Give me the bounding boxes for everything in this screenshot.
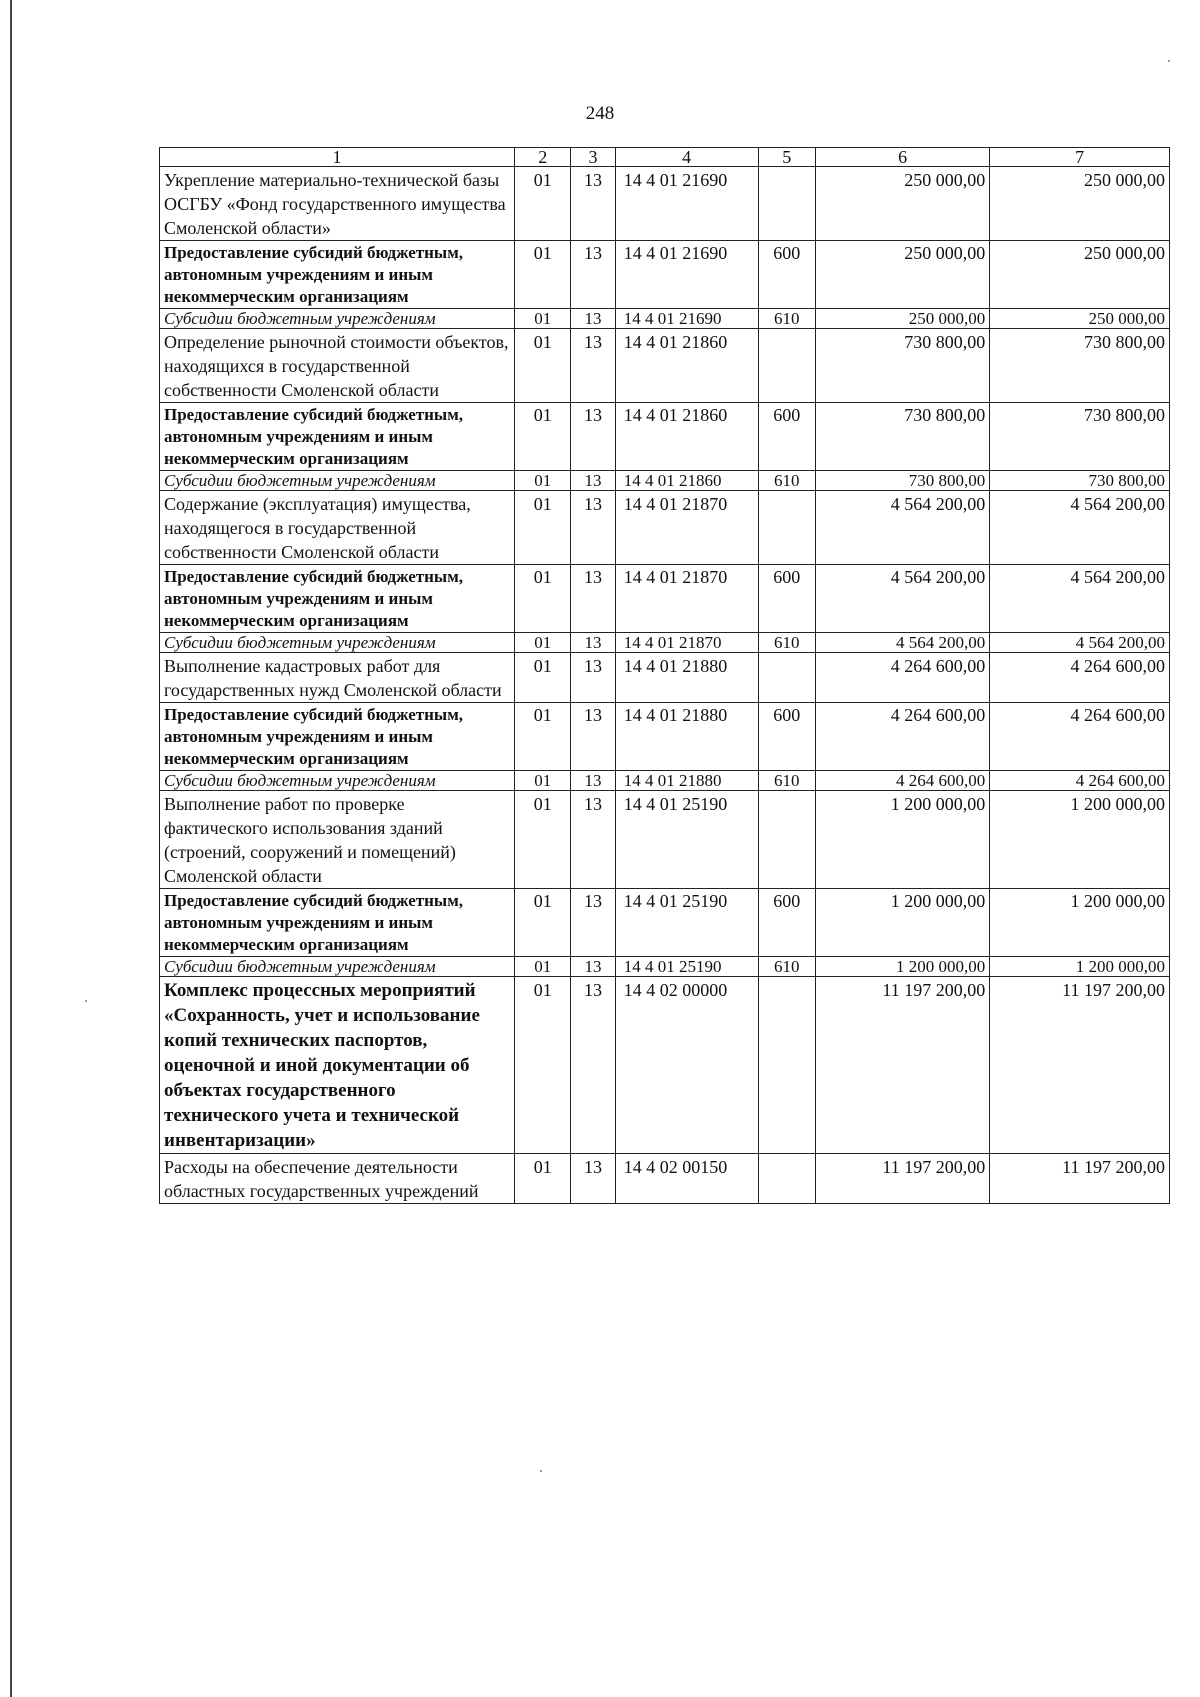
cell-target-article-code: 14 4 01 21860 [615,471,758,491]
cell-item-name: Предоставление субсидий бюджетным, автономным учреждениям и иным некоммерческим организациям [160,889,515,957]
cell-amount-col6: 4 264 600,00 [815,771,989,791]
cell-amount-col6: 250 000,00 [815,241,989,309]
cell-subsection-code: 13 [571,167,615,241]
cell-item-name: Субсидии бюджетным учреждениям [160,957,515,977]
cell-amount-col7: 250 000,00 [990,309,1170,329]
cell-amount-col7: 11 197 200,00 [990,1154,1170,1204]
cell-target-article-code: 14 4 01 21860 [615,403,758,471]
cell-expense-type-code: 600 [758,241,815,309]
cell-subsection-code: 13 [571,957,615,977]
page-number: 248 [585,103,615,124]
cell-amount-col7: 730 800,00 [990,471,1170,491]
cell-subsection-code: 13 [571,633,615,653]
cell-section-code: 01 [515,565,571,633]
cell-target-article-code: 14 4 01 25190 [615,889,758,957]
cell-section-code: 01 [515,791,571,889]
table-row [160,653,1170,703]
cell-amount-col7: 4 264 600,00 [990,703,1170,771]
cell-item-name: Укрепление материально-технической базы ОСГБУ «Фонд государственного имущества Смоленской области» [160,167,515,241]
cell-amount-col6: 730 800,00 [815,403,989,471]
cell-section-code: 01 [515,329,571,403]
cell-expense-type-code: 600 [758,703,815,771]
cell-target-article-code: 14 4 01 21880 [615,653,758,703]
table-row [160,167,1170,241]
cell-expense-type-code [758,977,815,1154]
table-row [160,329,1170,403]
cell-expense-type-code [758,167,815,241]
cell-target-article-code: 14 4 01 21690 [615,309,758,329]
cell-subsection-code: 13 [571,977,615,1154]
budget-table [159,147,1170,1204]
table-row [160,977,1170,1154]
cell-item-name: Выполнение кадастровых работ для государственных нужд Смоленской области [160,653,515,703]
cell-section-code: 01 [515,889,571,957]
cell-item-name: Предоставление субсидий бюджетным, автономным учреждениям и иным некоммерческим организациям [160,241,515,309]
cell-target-article-code: 14 4 01 21880 [615,771,758,791]
cell-expense-type-code [758,1154,815,1204]
cell-amount-col6: 11 197 200,00 [815,977,989,1154]
column-header-2: 2 [515,148,571,167]
cell-target-article-code: 14 4 01 21690 [615,241,758,309]
cell-subsection-code: 13 [571,403,615,471]
cell-subsection-code: 13 [571,471,615,491]
cell-target-article-code: 14 4 01 21870 [615,633,758,653]
cell-subsection-code: 13 [571,791,615,889]
cell-target-article-code: 14 4 01 21690 [615,167,758,241]
table-row [160,771,1170,791]
table-body [160,167,1170,1204]
cell-section-code: 01 [515,167,571,241]
cell-amount-col6: 250 000,00 [815,309,989,329]
cell-amount-col7: 11 197 200,00 [990,977,1170,1154]
cell-item-name: Содержание (эксплуатация) имущества, находящегося в государственной собственности Смоленской области [160,491,515,565]
cell-section-code: 01 [515,491,571,565]
cell-expense-type-code: 600 [758,403,815,471]
cell-section-code: 01 [515,977,571,1154]
cell-subsection-code: 13 [571,889,615,957]
cell-amount-col7: 730 800,00 [990,329,1170,403]
cell-section-code: 01 [515,241,571,309]
scan-speck [85,1000,87,1002]
table-header [160,148,1170,167]
cell-amount-col7: 250 000,00 [990,167,1170,241]
column-header-3: 3 [571,148,615,167]
cell-item-name: Расходы на обеспечение деятельности областных государственных учреждений [160,1154,515,1204]
cell-amount-col7: 4 564 200,00 [990,633,1170,653]
cell-amount-col6: 4 564 200,00 [815,633,989,653]
cell-amount-col6: 4 564 200,00 [815,565,989,633]
column-header-6: 6 [815,148,989,167]
table-row [160,633,1170,653]
cell-amount-col6: 4 264 600,00 [815,653,989,703]
table-row [160,1154,1170,1204]
cell-expense-type-code: 610 [758,771,815,791]
cell-section-code: 01 [515,653,571,703]
table-row [160,471,1170,491]
cell-expense-type-code: 610 [758,957,815,977]
cell-amount-col7: 1 200 000,00 [990,889,1170,957]
cell-subsection-code: 13 [571,491,615,565]
table-row [160,309,1170,329]
cell-subsection-code: 13 [571,771,615,791]
cell-target-article-code: 14 4 01 21870 [615,565,758,633]
cell-amount-col6: 250 000,00 [815,167,989,241]
cell-amount-col7: 250 000,00 [990,241,1170,309]
header-row [160,148,1170,167]
cell-amount-col6: 11 197 200,00 [815,1154,989,1204]
cell-expense-type-code [758,329,815,403]
cell-expense-type-code [758,791,815,889]
cell-expense-type-code: 610 [758,471,815,491]
column-header-4: 4 [615,148,758,167]
cell-target-article-code: 14 4 01 25190 [615,791,758,889]
cell-amount-col7: 730 800,00 [990,403,1170,471]
cell-subsection-code: 13 [571,241,615,309]
cell-expense-type-code: 600 [758,889,815,957]
cell-item-name: Предоставление субсидий бюджетным, автономным учреждениям и иным некоммерческим организациям [160,565,515,633]
cell-expense-type-code [758,491,815,565]
cell-amount-col7: 4 564 200,00 [990,565,1170,633]
table-row [160,957,1170,977]
cell-expense-type-code: 600 [758,565,815,633]
cell-amount-col6: 4 564 200,00 [815,491,989,565]
cell-item-name: Определение рыночной стоимости объектов, находящихся в государственной собственности Смоленской области [160,329,515,403]
cell-subsection-code: 13 [571,653,615,703]
cell-target-article-code: 14 4 01 21880 [615,703,758,771]
cell-target-article-code: 14 4 02 00150 [615,1154,758,1204]
table-row [160,791,1170,889]
scan-speck [1168,60,1170,62]
table-row [160,491,1170,565]
cell-section-code: 01 [515,471,571,491]
cell-section-code: 01 [515,771,571,791]
cell-subsection-code: 13 [571,565,615,633]
cell-section-code: 01 [515,403,571,471]
cell-target-article-code: 14 4 02 00000 [615,977,758,1154]
cell-section-code: 01 [515,309,571,329]
cell-amount-col6: 1 200 000,00 [815,889,989,957]
cell-section-code: 01 [515,633,571,653]
column-header-1: 1 [160,148,515,167]
cell-target-article-code: 14 4 01 21860 [615,329,758,403]
cell-amount-col6: 730 800,00 [815,471,989,491]
cell-section-code: 01 [515,1154,571,1204]
cell-item-name: Выполнение работ по проверке фактического использования зданий (строений, сооружений и помещений) Смоленской области [160,791,515,889]
cell-amount-col6: 1 200 000,00 [815,957,989,977]
table-row [160,703,1170,771]
cell-amount-col6: 1 200 000,00 [815,791,989,889]
column-header-7: 7 [990,148,1170,167]
column-header-5: 5 [758,148,815,167]
cell-section-code: 01 [515,703,571,771]
cell-item-name: Субсидии бюджетным учреждениям [160,771,515,791]
table-row [160,403,1170,471]
cell-subsection-code: 13 [571,703,615,771]
cell-item-name: Субсидии бюджетным учреждениям [160,633,515,653]
cell-item-name: Субсидии бюджетным учреждениям [160,309,515,329]
cell-amount-col6: 730 800,00 [815,329,989,403]
cell-expense-type-code: 610 [758,633,815,653]
cell-target-article-code: 14 4 01 21870 [615,491,758,565]
cell-item-name: Комплекс процессных мероприятий «Сохранность, учет и использование копий технических паспортов, оценочной и иной документации об объектах государственного технического учета и технической инвентаризации» [160,977,515,1154]
cell-target-article-code: 14 4 01 25190 [615,957,758,977]
cell-amount-col6: 4 264 600,00 [815,703,989,771]
cell-item-name: Предоставление субсидий бюджетным, автономным учреждениям и иным некоммерческим организациям [160,703,515,771]
cell-item-name: Предоставление субсидий бюджетным, автономным учреждениям и иным некоммерческим организациям [160,403,515,471]
cell-amount-col7: 4 264 600,00 [990,771,1170,791]
cell-subsection-code: 13 [571,309,615,329]
cell-subsection-code: 13 [571,329,615,403]
cell-expense-type-code: 610 [758,309,815,329]
table-row [160,241,1170,309]
cell-amount-col7: 4 564 200,00 [990,491,1170,565]
cell-section-code: 01 [515,957,571,977]
cell-amount-col7: 4 264 600,00 [990,653,1170,703]
cell-subsection-code: 13 [571,1154,615,1204]
cell-expense-type-code [758,653,815,703]
table-row [160,889,1170,957]
scan-border-line [10,0,12,1697]
cell-amount-col7: 1 200 000,00 [990,957,1170,977]
table-row [160,565,1170,633]
cell-amount-col7: 1 200 000,00 [990,791,1170,889]
scan-speck [540,1470,542,1472]
cell-item-name: Субсидии бюджетным учреждениям [160,471,515,491]
